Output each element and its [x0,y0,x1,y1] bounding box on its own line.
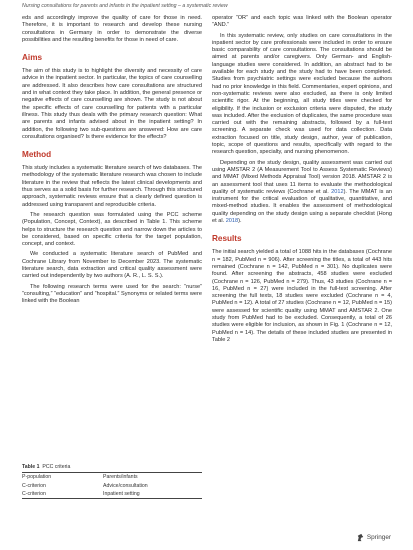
right-paragraph-3 [212,160,392,226]
table-caption-text: PCC criteria [42,464,71,470]
method-heading: Method [22,150,52,160]
paragraph-text: ). [238,218,242,225]
table-cell-value: Parents/infants [103,473,202,482]
table-row [22,481,202,489]
table-row [22,473,202,482]
right-paragraph-1: operator “OR” and each topic was linked with the Boolean operator “AND.” [212,15,392,29]
right-paragraph-2: In this systematic review, only studies on care consultations in the inpatient sector by care professionals were included in order to ensure basic comparability of care consultations. The consultations should be aimed at parents and/or caregivers. Only German- and English-language studies were considered. In addition, an abstract had to be available for each study and the study had to have been completed. Studies from psychiatric settings were excluded because the authors had no prior knowledge in this field. Commentaries, expert opinions, and non-systematic reviews were also excluded, as there is only limited scientific rigor. At the beginning, all study titles were checked for eligibility. If the inclusion or exclusion criteria were disputed, the study was included. After the exclusion of duplicates, the same procedure was carried out with the remaining abstracts, followed by a full-text screening. A separate check was used for data collection. Data extraction focused on title, study design, author, year of publication, topic, scope of questions and results, specifically with regard to the research question, specialty, and nursing phenomenon. [212,32,392,156]
results-paragraph: The initial search yielded a total of 1088 hits in the databases (Cochrane n = 182, PubMed n = 906). After screening the titles, a total of 443 hits remained (Cochrane n = 142, PubMed n = 301). No duplicates were found. After screening the abstracts, 458 studies were excluded (Cochrane n = 126, PubMed n = 279). Thus, 43 studies (Cochrane n = 16, PubMed n = 27) were included in the full-text screening. After screening the full texts, 18 studies were excluded (Cochrane n = 4, PubMed n = 12). A total of 27 studies (Cochrane n = 12, PubMed n = 15) were assessed for scientific quality using MMAT and AMSTAR 2. One study from PubMed had to be excluded. Consequently, a total of 26 studies were eligible for inclusion, as shown in Fig. 1 (Cochrane n = 12, PubMed n = 14). The details of these included studies are presented in Table 2 [212,249,392,343]
table-cell-value: Advice/consultation [103,482,148,489]
publisher-name: Springer [366,534,391,541]
table-cell-value: Inpatient setting [103,490,202,499]
citation-link[interactable]: 2018 [225,218,239,225]
method-paragraph-4: The following research terms were used for the search: “nurse” “consulting,” “education” and “hospital.” Synonyms or related terms were linked with the Boolean [22,283,202,305]
aims-heading: Aims [22,53,43,63]
results-heading: Results [212,234,242,244]
table-cell-label: P-population [22,473,103,482]
table-cell-label: C-criterion [22,482,46,489]
paragraph-text: ). The MMAT is an instrument for the critical evaluation of qualitative, quantitative, and mixed-method studies. It enables the assessment of methodological quality depending on the study design using a separate checklist (Hong et al. [212,188,392,225]
paragraph-text: Depending on the study design, quality assessment was carried out using AMSTAR 2 (A Measurement Tool to Assess Systematic Reviews) and MMAT (Mixed Methods Appraisal Tool) version 2018. AMSTAR 2 is an assessment tool that uses 11 items to evaluate the methodological quality of systematic reviews (Cochrane et al. [212,159,392,195]
table-caption [22,464,202,470]
method-paragraph-3: We conducted a systematic literature search of PubMed and Cochrane Library from November to December 2023. The systematic literature search, data extraction and critical quality assessment were carried out independently by two authors (A. R., L. S. S.). [22,251,202,280]
springer-horse-icon [356,533,365,542]
right-column [212,15,392,347]
table-cell-label: C-criterion [22,490,103,499]
left-column [22,15,202,309]
aims-paragraph: The aim of this study is to highlight the diversity and necessity of care advice in the inpatient sector. In particular, the topics of care counselling are addressed. It also describes how care consultations are structured and in what context they take place. In addition, the general presence or negative effects of care counselling are shown. The study is not about the specific effects of care counselling for patients with a particular illness. This study thus deals with the primary research question: What are parents and infants advised about in the inpatient setting? In addition, the following two sub-questions are answered: How are care consultations organised? Is there evidence for the effects? [22,68,202,140]
pcc-table-block [22,464,202,499]
running-header: Nursing consultations for parents and infants in the inpatient setting – a systematic review [22,3,228,9]
table-caption-label: Table 1 [22,464,40,470]
method-paragraph-1: This study includes a systematic literature search of two databases. The methodology of the systematic literature research was chosen to include literature in the review that reflects the latest clinical developments and thus serves as a solid basis for further research. Through this structured approach, systematic reviews ensure that a clearly defined question is addressed using transparent and reproducible criteria. [22,165,202,208]
method-paragraph-2: The research question was formulated using the PCC scheme (Population, Concept, Context), as described in Table 1. This scheme helps to structure the research question and narrow down the articles to be considered, based on specific criteria for the target population, concept, and context. [22,211,202,248]
pcc-table [22,472,202,499]
intro-paragraph: eds and accordingly improve the quality of care for those in need. Therefore, it is important to research and develop these nursing consultations in Germany in order to demonstrate the diverse possibilities and the resulting benefits for those in need of care. [22,15,202,43]
citation-link[interactable]: 2012 [331,188,344,195]
springer-logo [356,533,391,542]
table-row [22,490,202,499]
